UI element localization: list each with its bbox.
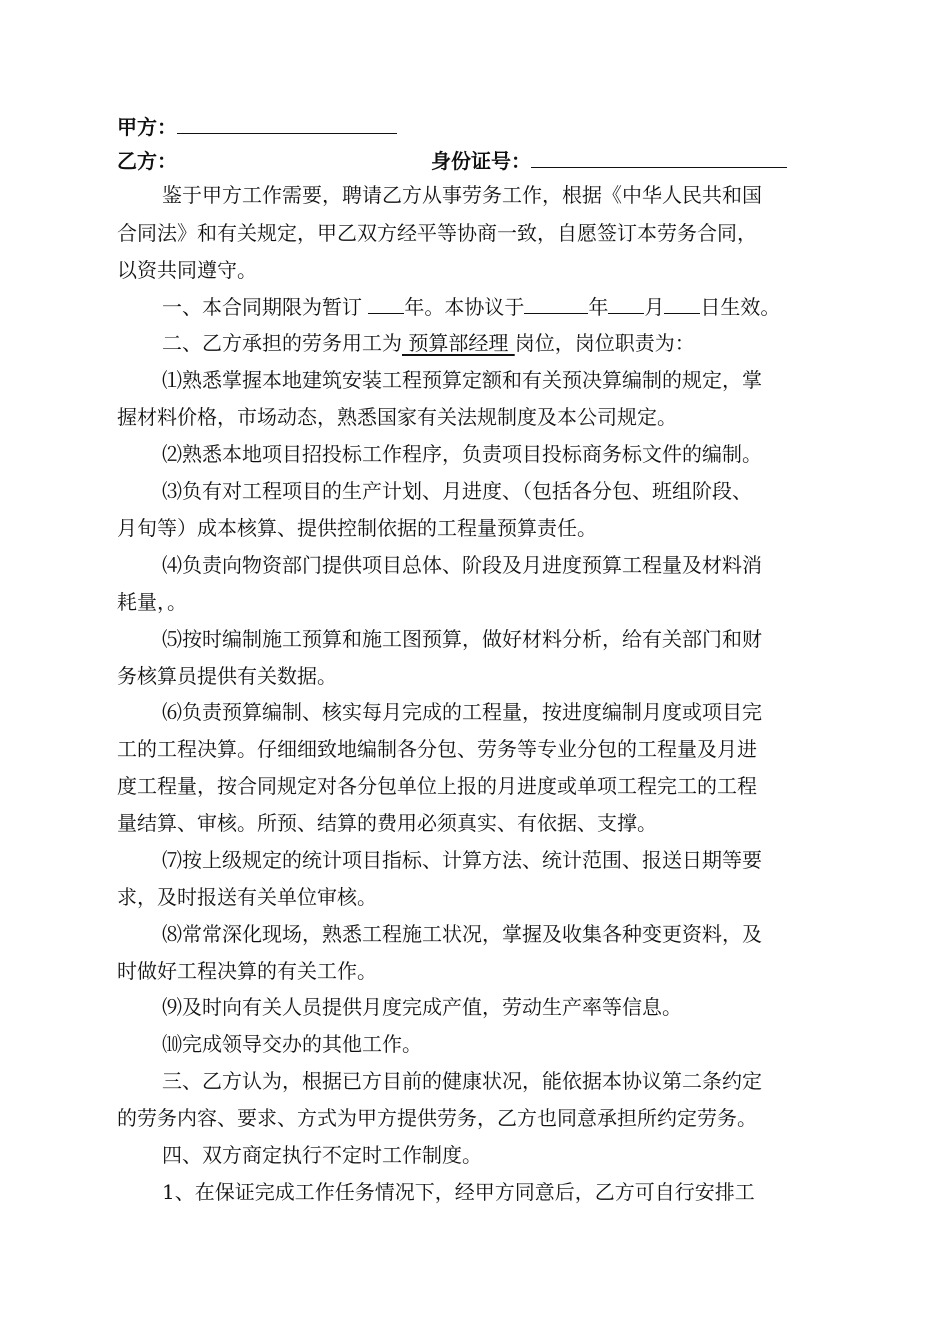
clause-4-heading: 四、双方商定执行不定时工作制度。: [162, 1143, 482, 1167]
party-a-blank[interactable]: [177, 109, 397, 134]
duty-4-line-2: 耗量，。: [117, 590, 187, 614]
duty-6-line-1: ⑹负责预算编制、核实每月完成的工程量，按进度编制月度或项目完: [162, 700, 762, 724]
duty-3-line-2: 月旬等）成本核算、提供控制依据的工程量预算责任。: [117, 516, 597, 540]
party-b-label: 乙方：: [117, 149, 177, 173]
duty-1-line-2: 握材料价格，市场动态，熟悉国家有关法规制度及本公司规定。: [117, 405, 677, 429]
duty-5-line-2: 务核算员提供有关数据。: [117, 664, 337, 688]
clause-2: [162, 325, 842, 362]
clause-1-text-b: 年。本协议于: [404, 295, 525, 319]
duty-3-line-1: ⑶负有对工程项目的生产计划、月进度、（包括各分包、班组阶段、: [162, 479, 752, 503]
party-a-label: 甲方：: [117, 115, 177, 139]
duty-8-line-1: ⑻常常深化现场，熟悉工程施工状况，掌握及收集各种变更资料，及: [162, 922, 762, 946]
start-day-blank[interactable]: [664, 289, 700, 314]
preamble-line-2: 合同法》和有关规定，甲乙双方经平等协商一致，自愿签订本劳务合同，: [117, 221, 757, 245]
clause-1-text-e: 日生效。: [700, 295, 781, 319]
clause-1: [162, 289, 842, 326]
duty-4-line-1: ⑷负责向物资部门提供项目总体、阶段及月进度预算工程量及材料消: [162, 553, 762, 577]
position-title: 预算部经理: [402, 331, 515, 355]
clause-1-text-c: 年: [588, 295, 609, 319]
duty-10: ⑽完成领导交办的其他工作。: [162, 1032, 422, 1056]
clause-3-line-2: 的劳务内容、要求、方式为甲方提供劳务，乙方也同意承担所约定劳务。: [117, 1106, 757, 1130]
duty-7-line-2: 求，及时报送有关单位审核。: [117, 885, 377, 909]
duty-6-line-3: 度工程量，按合同规定对各分包单位上报的月进度或单项工程完工的工程: [117, 774, 757, 798]
clause-2-text-a: 二、乙方承担的劳务用工为: [162, 331, 402, 355]
clause-4-item-1: 1、在保证完成工作任务情况下，经甲方同意后，乙方可自行安排工: [162, 1180, 755, 1204]
duty-5-line-1: ⑸按时编制施工预算和施工图预算，做好材料分析，给有关部门和财: [162, 627, 762, 651]
id-row: [431, 143, 787, 180]
preamble-line-1: 鉴于甲方工作需要，聘请乙方从事劳务工作，根据《中华人民共和国: [162, 183, 762, 207]
duty-8-line-2: 时做好工程决算的有关工作。: [117, 959, 377, 983]
duty-1-line-1: ⑴熟悉掌握本地建筑安装工程预算定额和有关预决算编制的规定，掌: [162, 368, 762, 392]
duty-9: ⑼及时向有关人员提供月度完成产值，劳动生产率等信息。: [162, 995, 682, 1019]
duty-6-line-2: 工的工程决算。仔细细致地编制各分包、劳务等专业分包的工程量及月进: [117, 737, 757, 761]
clause-3-line-1: 三、乙方认为，根据已方目前的健康状况，能依据本协议第二条约定: [162, 1069, 762, 1093]
id-label: 身份证号：: [431, 149, 531, 173]
party-a-row: [117, 109, 842, 146]
start-year-blank[interactable]: [524, 289, 588, 314]
start-month-blank[interactable]: [608, 289, 644, 314]
term-years-blank[interactable]: [368, 289, 404, 314]
duty-7-line-1: ⑺按上级规定的统计项目指标、计算方法、统计范围、报送日期等要: [162, 848, 762, 872]
duty-6-line-4: 量结算、审核。所预、结算的费用必须真实、有依据、支撑。: [117, 811, 657, 835]
clause-2-text-b: 岗位，岗位职责为：: [514, 331, 695, 355]
clause-1-text-a: 一、本合同期限为暂订: [162, 295, 362, 319]
duty-2: ⑵熟悉本地项目招投标工作程序，负责项目投标商务标文件的编制。: [162, 442, 762, 466]
clause-1-text-d: 月: [644, 295, 665, 319]
id-number-blank[interactable]: [531, 143, 787, 168]
preamble-line-3: 以资共同遵守。: [117, 258, 257, 282]
